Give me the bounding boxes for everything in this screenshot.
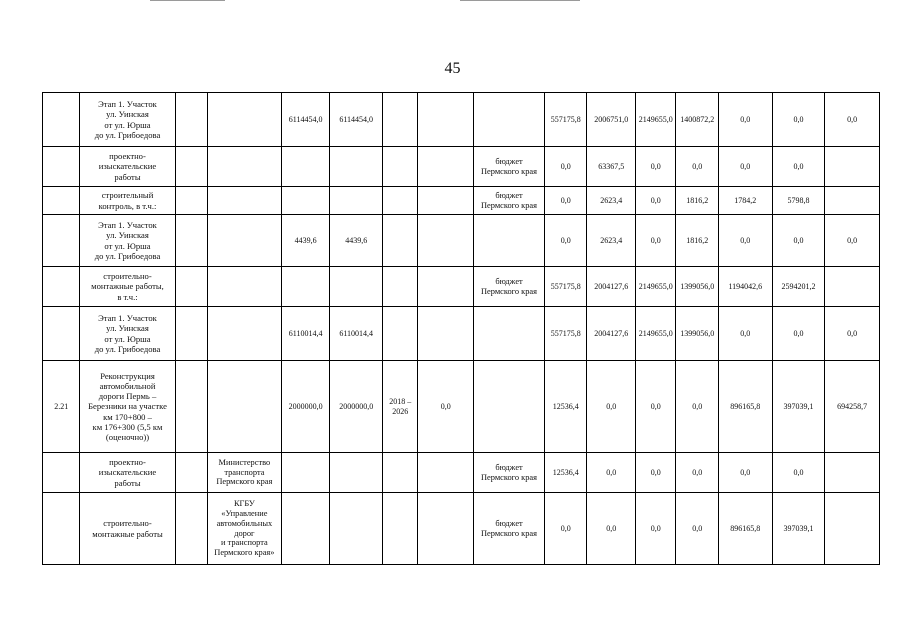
table-row (43, 493, 880, 565)
table-row (43, 453, 880, 493)
funding-source-cell: бюджет Пермского края (474, 267, 545, 307)
total-cost-cell (281, 147, 330, 187)
year-value-cell: 1400872,2 (676, 93, 719, 147)
year-value-cell: 1784,2 (718, 187, 772, 215)
item-name-cell: Этап 1. Участок ул. Уинская от ул. Юрша до ул. Грибоедова (80, 215, 175, 267)
funding-source-cell: бюджет Пермского края (474, 453, 545, 493)
funding-source-cell (474, 215, 545, 267)
year-value-cell: 896165,8 (718, 361, 772, 453)
blank-cell (175, 147, 207, 187)
year-value-cell: 0,0 (587, 361, 636, 453)
item-name-cell: строительно- монтажные работы (80, 493, 175, 565)
scan-edge-line-left (150, 0, 225, 1)
period-cell (383, 453, 418, 493)
year-value-cell (825, 493, 880, 565)
scan-edge-line-right (460, 0, 580, 1)
blank-cell (175, 187, 207, 215)
funding-source-cell (474, 93, 545, 147)
item-number-cell (43, 453, 80, 493)
executor-cell (207, 147, 281, 187)
extra-value-cell: 0,0 (418, 361, 474, 453)
table-row (43, 187, 880, 215)
year-value-cell: 5798,8 (772, 187, 825, 215)
year-value-cell: 0,0 (587, 493, 636, 565)
funding-source-cell (474, 361, 545, 453)
item-number-cell (43, 187, 80, 215)
blank-cell (175, 361, 207, 453)
year-value-cell: 0,0 (676, 147, 719, 187)
estimated-cost-cell (330, 187, 383, 215)
year-value-cell: 0,0 (718, 215, 772, 267)
table-row (43, 267, 880, 307)
item-number-cell (43, 93, 80, 147)
period-cell (383, 215, 418, 267)
item-number-cell (43, 215, 80, 267)
item-name-cell: строительный контроль, в т.ч.: (80, 187, 175, 215)
item-number-cell (43, 267, 80, 307)
year-value-cell: 0,0 (636, 215, 676, 267)
year-value-cell: 557175,8 (544, 307, 587, 361)
year-value-cell: 12536,4 (544, 453, 587, 493)
blank-cell (175, 307, 207, 361)
executor-cell (207, 93, 281, 147)
funding-source-cell: бюджет Пермского края (474, 493, 545, 565)
period-cell: 2018 – 2026 (383, 361, 418, 453)
estimated-cost-cell (330, 493, 383, 565)
total-cost-cell (281, 453, 330, 493)
item-name-cell: Этап 1. Участок ул. Уинская от ул. Юрша до ул. Грибоедова (80, 93, 175, 147)
year-value-cell: 0,0 (676, 453, 719, 493)
year-value-cell: 2004127,6 (587, 267, 636, 307)
year-value-cell: 2623,4 (587, 215, 636, 267)
item-name-cell: строительно- монтажные работы, в т.ч.: (80, 267, 175, 307)
total-cost-cell (281, 187, 330, 215)
year-value-cell (825, 267, 880, 307)
period-cell (383, 187, 418, 215)
table-row (43, 307, 880, 361)
year-value-cell: 896165,8 (718, 493, 772, 565)
year-value-cell: 2149655,0 (636, 267, 676, 307)
estimated-cost-cell: 6114454,0 (330, 93, 383, 147)
total-cost-cell: 2000000,0 (281, 361, 330, 453)
extra-value-cell (418, 215, 474, 267)
page-number: 45 (444, 60, 461, 77)
year-value-cell: 0,0 (825, 93, 880, 147)
blank-cell (175, 267, 207, 307)
period-cell (383, 93, 418, 147)
year-value-cell: 0,0 (636, 147, 676, 187)
year-value-cell: 0,0 (772, 93, 825, 147)
year-value-cell (825, 147, 880, 187)
year-value-cell: 1399056,0 (676, 307, 719, 361)
year-value-cell: 1816,2 (676, 215, 719, 267)
total-cost-cell (281, 267, 330, 307)
year-value-cell: 0,0 (772, 147, 825, 187)
year-value-cell: 0,0 (636, 187, 676, 215)
funding-source-cell (474, 307, 545, 361)
year-value-cell: 12536,4 (544, 361, 587, 453)
extra-value-cell (418, 187, 474, 215)
year-value-cell: 1816,2 (676, 187, 719, 215)
table-row (43, 93, 880, 147)
year-value-cell: 1399056,0 (676, 267, 719, 307)
total-cost-cell (281, 493, 330, 565)
year-value-cell: 0,0 (636, 361, 676, 453)
year-value-cell: 0,0 (587, 453, 636, 493)
item-name-cell: Этап 1. Участок ул. Уинская от ул. Юрша до ул. Грибоедова (80, 307, 175, 361)
blank-cell (175, 93, 207, 147)
year-value-cell: 2004127,6 (587, 307, 636, 361)
estimated-cost-cell: 4439,6 (330, 215, 383, 267)
total-cost-cell: 6114454,0 (281, 93, 330, 147)
period-cell (383, 147, 418, 187)
year-value-cell: 2006751,0 (587, 93, 636, 147)
item-number-cell (43, 307, 80, 361)
year-value-cell: 694258,7 (825, 361, 880, 453)
year-value-cell: 0,0 (772, 307, 825, 361)
year-value-cell: 0,0 (772, 453, 825, 493)
executor-cell (207, 361, 281, 453)
year-value-cell: 2149655,0 (636, 307, 676, 361)
funding-source-cell: бюджет Пермского края (474, 147, 545, 187)
item-number-cell (43, 493, 80, 565)
funding-source-cell: бюджет Пермского края (474, 187, 545, 215)
year-value-cell: 0,0 (676, 361, 719, 453)
year-value-cell: 0,0 (544, 187, 587, 215)
executor-cell: Министерство транспорта Пермского края (207, 453, 281, 493)
year-value-cell: 2594201,2 (772, 267, 825, 307)
extra-value-cell (418, 453, 474, 493)
item-name-cell: проектно- изыскательские работы (80, 147, 175, 187)
table-row (43, 147, 880, 187)
period-cell (383, 307, 418, 361)
period-cell (383, 267, 418, 307)
year-value-cell: 2149655,0 (636, 93, 676, 147)
year-value-cell: 0,0 (718, 93, 772, 147)
item-name-cell: проектно- изыскательские работы (80, 453, 175, 493)
estimated-cost-cell (330, 453, 383, 493)
period-cell (383, 493, 418, 565)
executor-cell (207, 307, 281, 361)
year-value-cell: 557175,8 (544, 93, 587, 147)
year-value-cell: 0,0 (718, 453, 772, 493)
year-value-cell: 0,0 (544, 147, 587, 187)
year-value-cell: 0,0 (676, 493, 719, 565)
year-value-cell: 63367,5 (587, 147, 636, 187)
table-body (43, 93, 880, 565)
year-value-cell: 0,0 (718, 147, 772, 187)
blank-cell (175, 215, 207, 267)
total-cost-cell: 6110014,4 (281, 307, 330, 361)
year-value-cell: 1194042,6 (718, 267, 772, 307)
budget-table (42, 92, 880, 565)
total-cost-cell: 4439,6 (281, 215, 330, 267)
year-value-cell (825, 453, 880, 493)
year-value-cell: 397039,1 (772, 493, 825, 565)
executor-cell (207, 187, 281, 215)
year-value-cell: 2623,4 (587, 187, 636, 215)
year-value-cell (825, 187, 880, 215)
year-value-cell: 557175,8 (544, 267, 587, 307)
extra-value-cell (418, 93, 474, 147)
extra-value-cell (418, 267, 474, 307)
year-value-cell: 0,0 (636, 493, 676, 565)
year-value-cell: 0,0 (825, 307, 880, 361)
executor-cell (207, 215, 281, 267)
blank-cell (175, 493, 207, 565)
table-row (43, 215, 880, 267)
blank-cell (175, 453, 207, 493)
estimated-cost-cell: 6110014,4 (330, 307, 383, 361)
item-number-cell (43, 147, 80, 187)
year-value-cell: 0,0 (544, 493, 587, 565)
estimated-cost-cell (330, 267, 383, 307)
extra-value-cell (418, 493, 474, 565)
executor-cell (207, 267, 281, 307)
year-value-cell: 397039,1 (772, 361, 825, 453)
extra-value-cell (418, 307, 474, 361)
extra-value-cell (418, 147, 474, 187)
year-value-cell: 0,0 (825, 215, 880, 267)
estimated-cost-cell (330, 147, 383, 187)
table-row (43, 361, 880, 453)
item-name-cell: Реконструкция автомобильной дороги Пермь – Березники на участке км 170+800 – км 176+300 (5,5 км (оценочно)) (80, 361, 175, 453)
year-value-cell: 0,0 (718, 307, 772, 361)
item-number-cell: 2.21 (43, 361, 80, 453)
year-value-cell: 0,0 (772, 215, 825, 267)
estimated-cost-cell: 2000000,0 (330, 361, 383, 453)
year-value-cell: 0,0 (636, 453, 676, 493)
executor-cell: КГБУ «Управление автомобильных дорог и транспорта Пермского края» (207, 493, 281, 565)
year-value-cell: 0,0 (544, 215, 587, 267)
